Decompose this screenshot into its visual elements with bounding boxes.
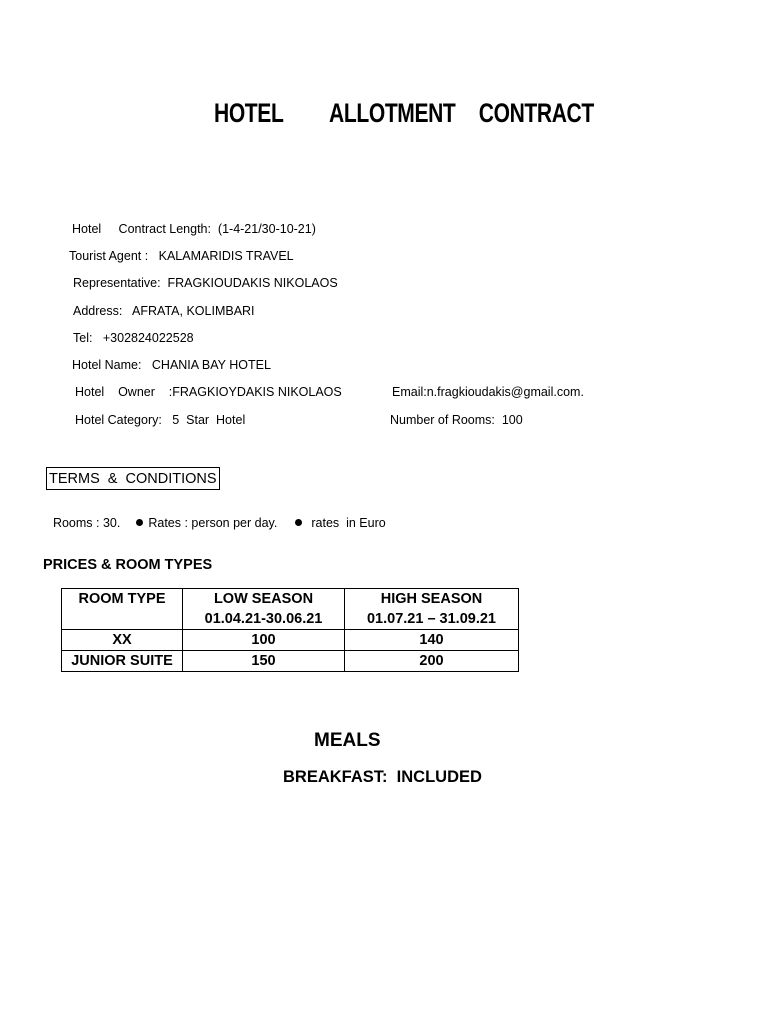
low-season-dates: 01.04.21-30.06.21 (204, 611, 323, 627)
bullet-icon (295, 519, 302, 526)
prices-heading: PRICES & ROOM TYPES (43, 557, 213, 573)
table-row (62, 651, 519, 672)
telephone: Tel: +302824022528 (73, 331, 194, 345)
high-season-dates: 01.07.21 – 31.09.21 (366, 611, 496, 627)
address: Address: AFRATA, KOLIMBARI (73, 304, 255, 318)
header-room-type: ROOM TYPE (62, 589, 183, 630)
hotel-owner: Hotel Owner :FRAGKIOYDAKIS NIKOLAOS (75, 385, 342, 399)
room-type-cell: JUNIOR SUITE (62, 651, 183, 672)
high-price-cell: 140 (345, 630, 519, 651)
terms-heading: TERMS & CONDITIONS (46, 467, 220, 490)
high-price-cell: 200 (345, 651, 519, 672)
email: Email:n.fragkioudakis@gmail.com. (392, 385, 584, 399)
meals-heading: MEALS (314, 730, 381, 751)
hotel-name: Hotel Name: CHANIA BAY HOTEL (72, 358, 271, 372)
high-season-label: HIGH SEASON (380, 591, 483, 607)
low-price-cell: 150 (183, 651, 345, 672)
tourist-agent: Tourist Agent : KALAMARIDIS TRAVEL (69, 249, 294, 263)
table-header-row (62, 589, 519, 630)
header-high-season (345, 589, 519, 630)
header-low-season (183, 589, 345, 630)
hotel-category: Hotel Category: 5 Star Hotel (75, 413, 246, 427)
terms-rates: Rates : person per day. (148, 516, 278, 530)
terms-rooms: Rooms : 30. (52, 516, 121, 530)
bullet-icon (136, 519, 143, 526)
breakfast-info: BREAKFAST: INCLUDED (283, 768, 482, 786)
contract-length: Hotel Contract Length: (1-4-21/30-10-21) (72, 222, 316, 236)
number-of-rooms: Number of Rooms: 100 (390, 413, 523, 427)
terms-currency: rates in Euro (311, 516, 386, 530)
low-price-cell: 100 (183, 630, 345, 651)
low-season-label: LOW SEASON (213, 591, 314, 607)
prices-table (61, 588, 519, 672)
room-type-cell: XX (62, 630, 183, 651)
document-title: HOTEL ALLOTMENT CONTRACT (214, 98, 594, 128)
terms-line (46, 502, 386, 530)
representative: Representative: FRAGKIOUDAKIS NIKOLAOS (73, 276, 338, 290)
table-row (62, 630, 519, 651)
